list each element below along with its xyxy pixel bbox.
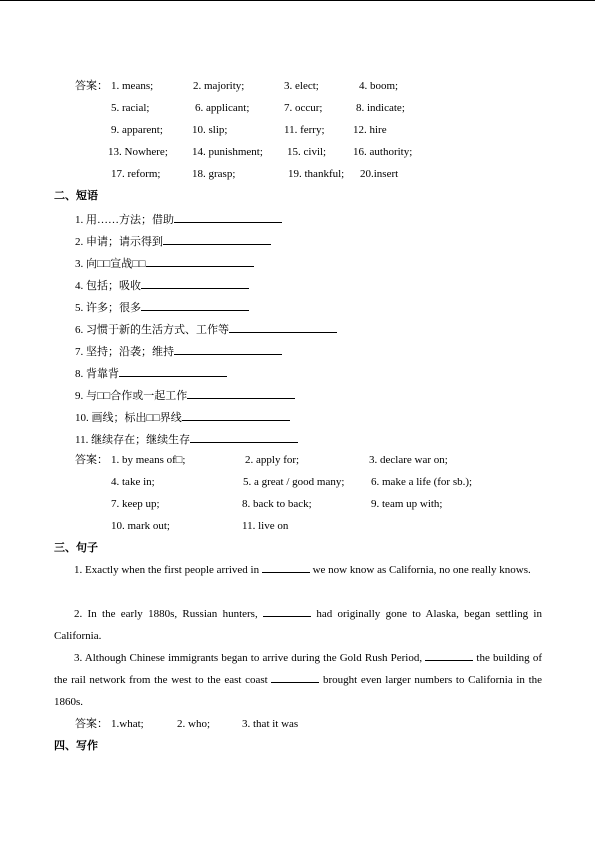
vocab-answer: 9. apparent;	[111, 124, 163, 136]
vocab-answers-prefix: 答案：	[75, 80, 108, 92]
phrase-answer: 11. live on	[242, 520, 289, 532]
vocab-answer: 2. majority;	[193, 80, 245, 92]
vocab-answer: 10. slip;	[192, 124, 228, 136]
phrase-item: 1. 用……方法；借助	[75, 211, 282, 227]
phrase-item: 4. 包括；吸收	[75, 277, 249, 293]
phrase-answer: 8. back to back;	[242, 498, 312, 510]
section-heading-writing: 四、写作	[54, 740, 98, 752]
phrase-answer: 4. take in;	[111, 476, 155, 488]
vocab-answer: 13. Nowhere;	[108, 146, 168, 158]
vocab-answer: 5. racial;	[111, 102, 150, 114]
vocab-answer: 3. elect;	[284, 80, 319, 92]
sentence-answers-prefix: 答案：	[75, 718, 108, 730]
phrase-item: 7. 坚持；沿袭；维持	[75, 343, 282, 359]
vocab-answer: 11. ferry;	[284, 124, 325, 136]
phrase-item: 3. 向□□宣战□□	[75, 255, 254, 271]
phrase-answer: 10. mark out;	[111, 520, 170, 532]
vocab-answer: 1. means;	[111, 80, 154, 92]
phrase-answer: 5. a great / good many;	[243, 476, 345, 488]
phrase-item: 2. 申请；请示得到	[75, 233, 271, 249]
sentence-answer: 2. who;	[177, 718, 210, 730]
sentence-answer: 3. that it was	[242, 718, 299, 730]
vocab-answer: 18. grasp;	[192, 168, 236, 180]
phrase-answer: 9. team up with;	[371, 498, 443, 510]
phrase-item: 11. 继续存在；继续生存	[75, 431, 298, 447]
phrase-item: 8. 背靠背	[75, 365, 227, 381]
vocab-answer: 14. punishment;	[192, 146, 263, 158]
sentence-item: 3. Although Chinese immigrants began to arrive during the Gold Rush Period, the building of the rail network from the west to the east coast brought even larger numbers to California in the 1860s.	[54, 647, 542, 713]
sentence-item: 2. In the early 1880s, Russian hunters, had originally gone to Alaska, began settling in California.	[54, 603, 542, 647]
vocab-answer: 4. boom;	[359, 80, 399, 92]
phrase-answer: 7. keep up;	[111, 498, 160, 510]
vocab-answer: 16. authority;	[353, 146, 413, 158]
sentence-item: 1. Exactly when the first people arrived in we now know as California, no one really knows.	[54, 559, 542, 581]
vocab-answer: 12. hire	[353, 124, 387, 136]
vocab-answer: 17. reform;	[111, 168, 161, 180]
vocab-answer: 7. occur;	[284, 102, 323, 114]
phrase-item: 5. 许多；很多	[75, 299, 249, 315]
phrase-answer: 1. by means of□;	[111, 454, 186, 466]
phrase-answer: 6. make a life (for sb.);	[371, 476, 473, 488]
sentence-answer: 1.what;	[111, 718, 144, 730]
phrase-item: 10. 画线；标出□□界线	[75, 409, 290, 425]
vocab-answer: 15. civil;	[287, 146, 327, 158]
vocab-answer: 20.insert	[360, 168, 399, 180]
vocab-answer: 6. applicant;	[195, 102, 250, 114]
vocab-answer: 19. thankful;	[288, 168, 345, 180]
section-heading-sentences: 三、句子	[54, 542, 98, 554]
section-heading-phrases: 二、短语	[54, 190, 98, 202]
phrase-answer: 2. apply for;	[245, 454, 300, 466]
phrase-item: 9. 与□□合作或一起工作	[75, 387, 295, 403]
vocab-answer: 8. indicate;	[356, 102, 405, 114]
phrase-answer: 3. declare war on;	[369, 454, 448, 466]
page-top-rule	[0, 0, 595, 1]
phrase-item: 6. 习惯于新的生活方式、工作等	[75, 321, 337, 337]
phrase-answers-prefix: 答案：	[75, 454, 108, 466]
